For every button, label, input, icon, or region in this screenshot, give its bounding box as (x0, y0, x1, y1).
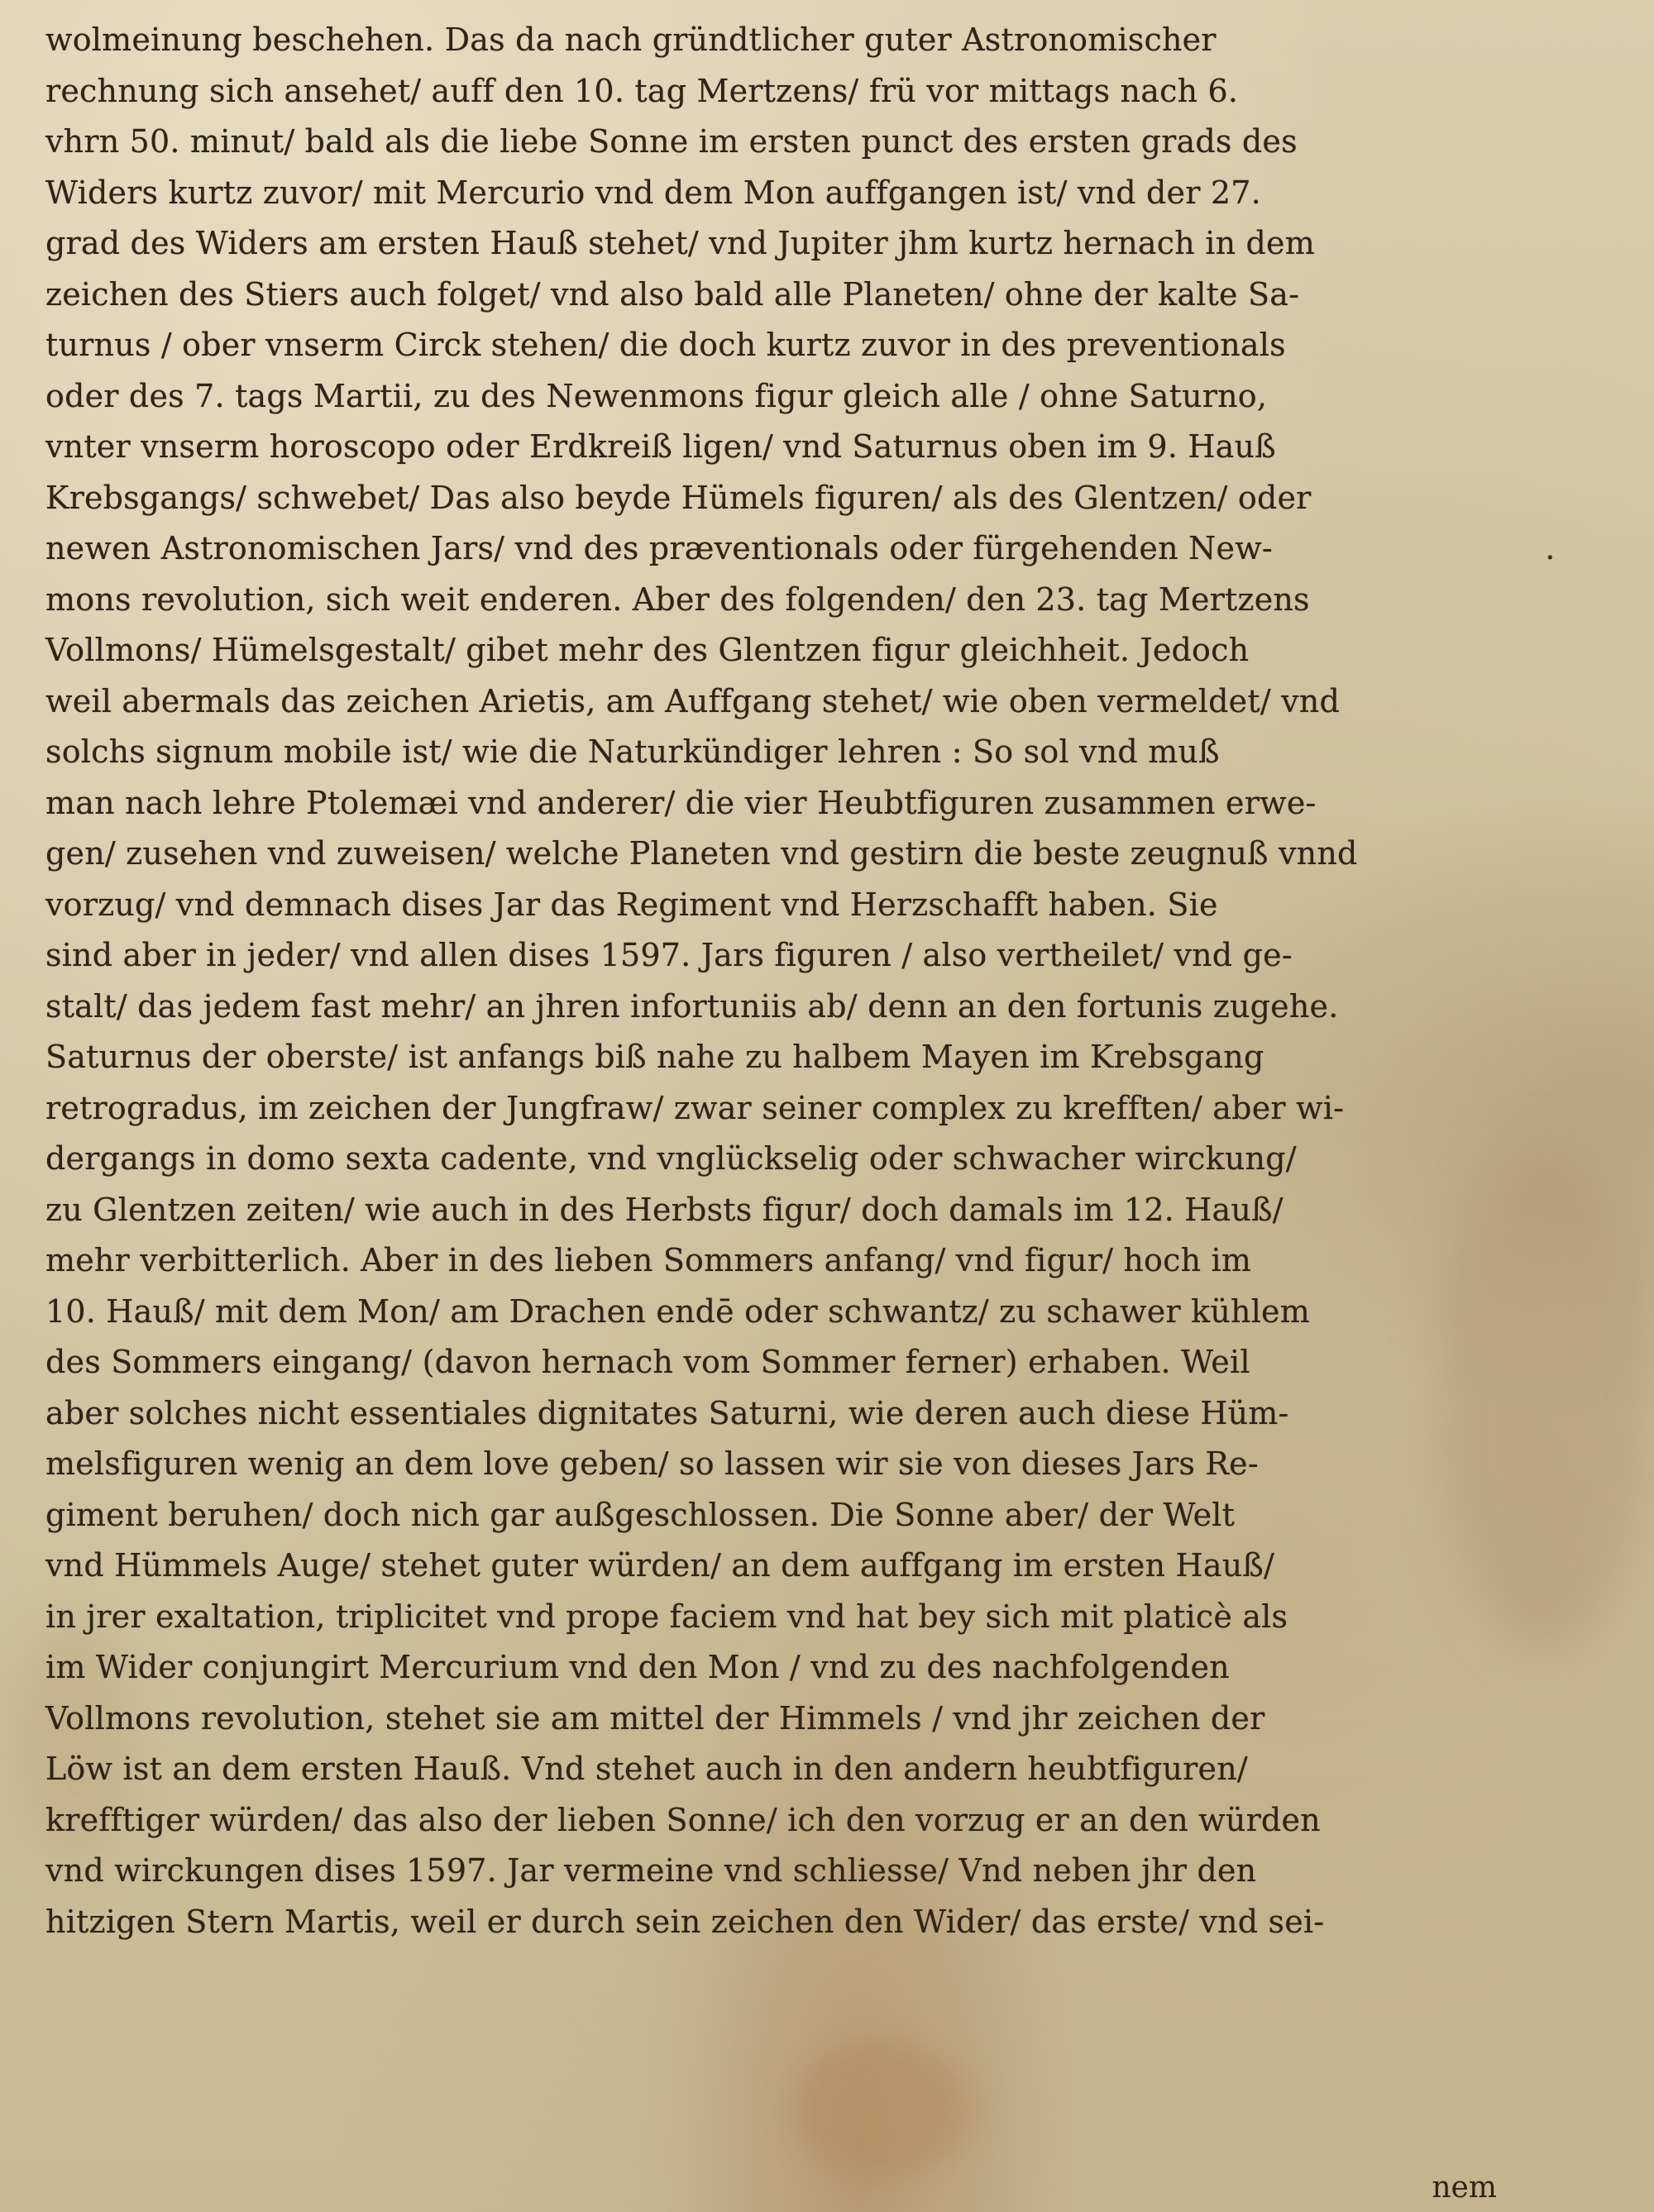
text-line: gen/ zusehen vnd zuweisen/ welche Planeten vnd gestirn die beste zeugnuß vnnd (45, 835, 1358, 872)
text-line: hitzigen Stern Martis, weil er durch sein zeichen den Wider/ das erste/ vnd sei- (45, 1903, 1325, 1940)
text-line: im Wider conjungirt Mercurium vnd den Mon / vnd zu des nachfolgenden (45, 1649, 1230, 1685)
body-text (45, 15, 1534, 1947)
text-line: Widers kurtz zuvor/ mit Mercurio vnd dem Mon auffgangen ist/ vnd der 27. (45, 174, 1261, 211)
text-line: vnd Hümmels Auge/ stehet guter würden/ an dem auffgang im ersten Hauß/ (45, 1547, 1274, 1584)
text-line: melsfiguren wenig an dem love geben/ so lassen wir sie von dieses Jars Re- (45, 1445, 1259, 1482)
catchword: nem (1432, 2171, 1497, 2205)
text-line: newen Astronomischen Jars/ vnd des præventionals oder fürgehenden New- (45, 530, 1273, 566)
text-line: stalt/ das jedem fast mehr/ an jhren infortuniis ab/ denn an den fortunis zugehe. (45, 987, 1339, 1025)
text-line: aber solches nicht essentiales dignitates Saturni, wie deren auch diese Hüm- (45, 1394, 1289, 1431)
text-line: Vollmons revolution, stehet sie am mittel der Himmels / vnd jhr zeichen der (45, 1699, 1265, 1737)
text-line: rechnung sich ansehet/ auff den 10. tag Mertzens/ frü vor mittags nach 6. (45, 72, 1239, 109)
text-line: mons revolution, sich weit enderen. Aber des folgenden/ den 23. tag Mertzens (45, 580, 1310, 618)
text-line: weil abermals das zeichen Arietis, am Auffgang stehet/ wie oben vermeldet/ vnd (45, 682, 1340, 719)
text-line: grad des Widers am ersten Hauß stehet/ vnd Jupiter jhm kurtz hernach in dem (45, 225, 1315, 261)
text-line: Krebsgangs/ schwebet/ Das also beyde Hümels figuren/ als des Glentzen/ oder (45, 479, 1312, 516)
text-line: vhrn 50. minut/ bald als die liebe Sonne im ersten punct des ersten grads des (45, 123, 1298, 160)
text-line: dergangs in domo sexta cadente, vnd vnglückselig oder schwacher wirckung/ (45, 1140, 1297, 1177)
text-line: turnus / ober vnserm Circk stehen/ die doch kurtz zuvor in des preventionals (45, 327, 1286, 363)
text-line: in jrer exaltation, triplicitet vnd prope faciem vnd hat bey sich mit platicè als (45, 1598, 1288, 1635)
text-line: man nach lehre Ptolemæi vnd anderer/ die vier Heubtfiguren zusammen erwe- (45, 784, 1317, 821)
text-line: zeichen des Stiers auch folget/ vnd also bald alle Planeten/ ohne der kalte Sa- (45, 275, 1300, 313)
text-line: sind aber in jeder/ vnd allen dises 1597. Jars figuren / also vertheilet/ vnd ge- (45, 937, 1293, 973)
text-line: vorzug/ vnd demnach dises Jar das Regiment vnd Herzschafft haben. Sie (45, 886, 1218, 923)
text-line: Saturnus der oberste/ ist anfangs biß nahe zu halbem Mayen im Krebsgang (45, 1039, 1264, 1075)
text-line: retrogradus, im zeichen der Jungfraw/ zwar seiner complex zu krefften/ aber wi- (45, 1089, 1345, 1126)
water-stain (794, 2042, 976, 2175)
text-line: zu Glentzen zeiten/ wie auch in des Herbsts figur/ doch damals im 12. Hauß/ (45, 1191, 1284, 1228)
text-line: 10. Hauß/ mit dem Mon/ am Drachen endē oder schwantz/ zu schawer kühlem (45, 1292, 1310, 1330)
text-line: des Sommers eingang/ (davon hernach vom Sommer ferner) erhaben. Weil (45, 1344, 1250, 1380)
text-line: vnter vnserm horoscopo oder Erdkreiß ligen/ vnd Saturnus oben im 9. Hauß (45, 428, 1276, 465)
text-line: krefftiger würden/ das also der lieben Sonne/ ich den vorzug er an den würden (45, 1801, 1321, 1838)
margin-dot: · (1545, 539, 1556, 577)
text-line: Vollmons/ Hümelsgestalt/ gibet mehr des Glentzen figur gleichheit. Jedoch (45, 632, 1250, 668)
text-line: mehr verbitterlich. Aber in des lieben Sommers anfang/ vnd figur/ hoch im (45, 1242, 1252, 1278)
text-line: wolmeinung beschehen. Das da nach gründtlicher guter Astronomischer (45, 21, 1217, 58)
text-line: vnd wirckungen dises 1597. Jar vermeine vnd schliesse/ Vnd neben jhr den (45, 1852, 1257, 1889)
text-line: solchs signum mobile ist/ wie die Naturkündiger lehren : So sol vnd muß (45, 733, 1220, 770)
text-line: giment beruhen/ doch nich gar außgeschlossen. Die Sonne aber/ der Welt (45, 1496, 1236, 1533)
text-line: Löw ist an dem ersten Hauß. Vnd stehet auch in den andern heubtfiguren/ (45, 1751, 1248, 1787)
text-line: oder des 7. tags Martii, zu des Newenmons figur gleich alle / ohne Saturno, (45, 377, 1268, 414)
